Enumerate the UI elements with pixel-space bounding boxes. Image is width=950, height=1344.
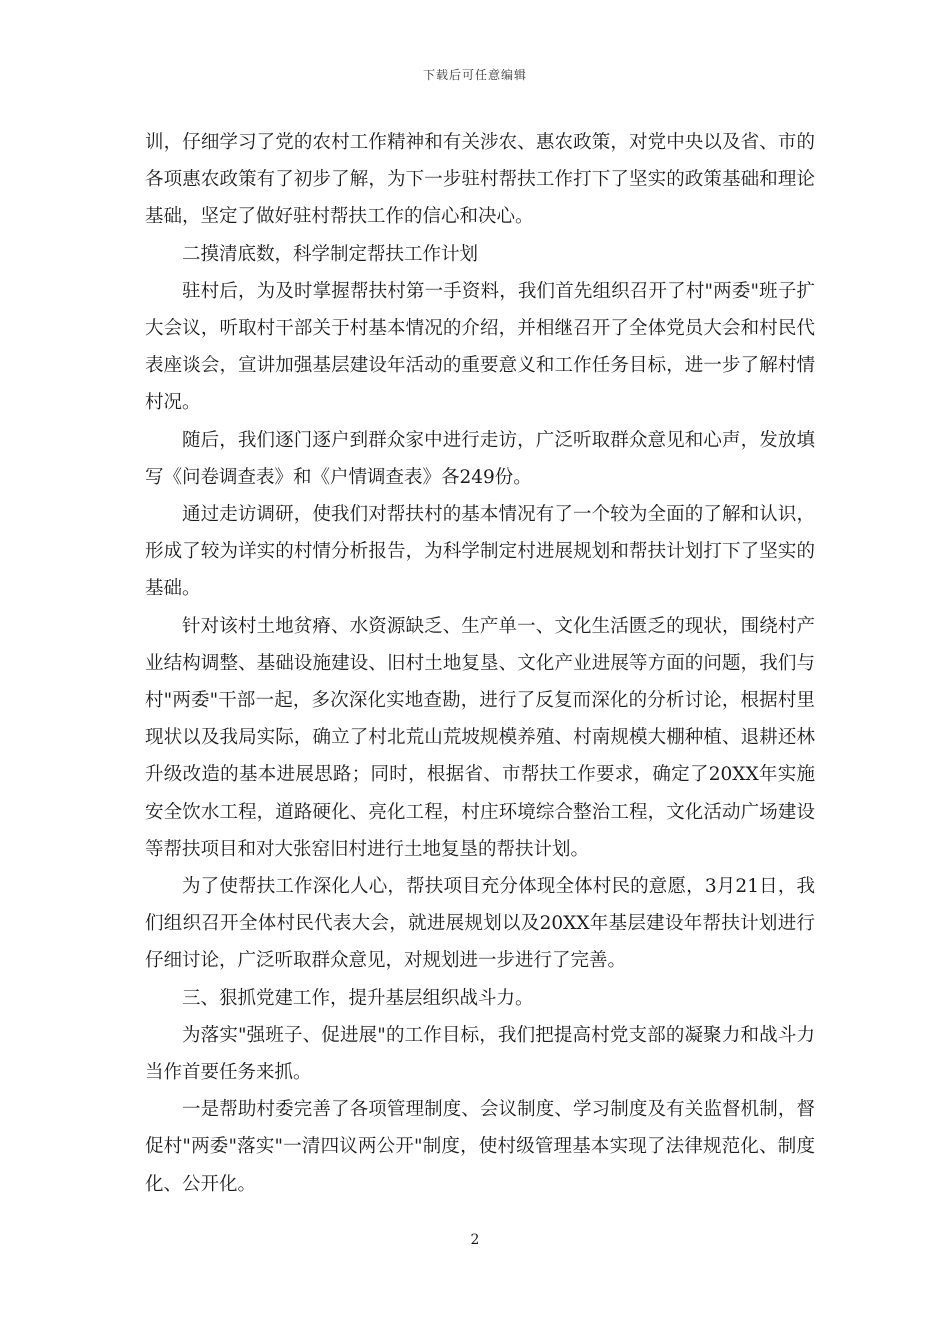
document-body (145, 124, 815, 1203)
paragraph-village-meetings: 驻村后，为及时掌握帮扶村第一手资料，我们首先组织召开了村"两委"班子扩大会议，听取村干部关于村基本情况的介绍，并相继召开了全体党员大会和村民代表座谈会，宣讲加强基层建设年活动的重要意义和工作任务目标，进一步了解村情村况。 (145, 280, 815, 414)
paragraph-party-building-goal: 为落实"强班子、促进展"的工作目标，我们把提高村党支部的凝聚力和战斗力当作首要任务来抓。 (145, 1024, 815, 1084)
paragraph-management-systems: 一是帮助村委完善了各项管理制度、会议制度、学习制度及有关监督机制，督促村"两委"落实"一清四议两公开"制度，使村级管理基本实现了法律规范化、制度化、公开化。 (145, 1099, 815, 1195)
section-heading-3: 三、狠抓党建工作，提升基层组织战斗力。 (182, 987, 534, 1009)
page-header: 下载后可任意编辑 (422, 68, 527, 82)
paragraph-representative-meeting: 为了使帮扶工作深化人心，帮扶项目充分体现全体村民的意愿，3月21日，我们组织召开全体村民代表大会，就进展规划以及20XX年基层建设年帮扶计划进行仔细讨论，广泛听取群众意见，对规划进一步进行了完善。 (145, 876, 815, 972)
section-heading-2: 二摸清底数，科学制定帮扶工作计划 (182, 243, 479, 265)
paragraph-survey-report: 通过走访调研，使我们对帮扶村的基本情况有了一个较为全面的了解和认识，形成了较为详实的村情分析报告，为科学制定村进展规划和帮扶计划打下了坚实的基础。 (145, 504, 815, 600)
paragraph-development-plan: 针对该村土地贫瘠、水资源缺乏、生产单一、文化生活匮乏的现状，围绕村产业结构调整、基础设施建设、旧村土地复垦、文化产业进展等方面的问题，我们与村"两委"干部一起，多次深化实地查勘，进行了反复而深化的分析讨论，根据村里现状以及我局实际，确立了村北荒山荒坡规模养殖、村南规模大棚种植、退耕还林升级改造的基本进展思路；同时，根据省、市帮扶工作要求，确定了20XX年实施安全饮水工程，道路硬化、亮化工程，村庄环境综合整治工程，文化活动广场建设等帮扶项目和对大张窑旧村进行土地复垦的帮扶计划。 (145, 615, 815, 860)
paragraph-household-visits: 随后，我们逐门逐户到群众家中进行走访，广泛听取群众意见和心声，发放填写《问卷调查表》和《户情调查表》各249份。 (145, 429, 815, 488)
paragraph-continued-training: 训，仔细学习了党的农村工作精神和有关涉农、惠农政策，对党中央以及省、市的各项惠农政策有了初步了解，为下一步驻村帮扶工作打下了坚实的政策基础和理论基础，坚定了做好驻村帮扶工作的信心和决心。 (145, 132, 815, 228)
page-number: 2 (470, 1232, 480, 1248)
